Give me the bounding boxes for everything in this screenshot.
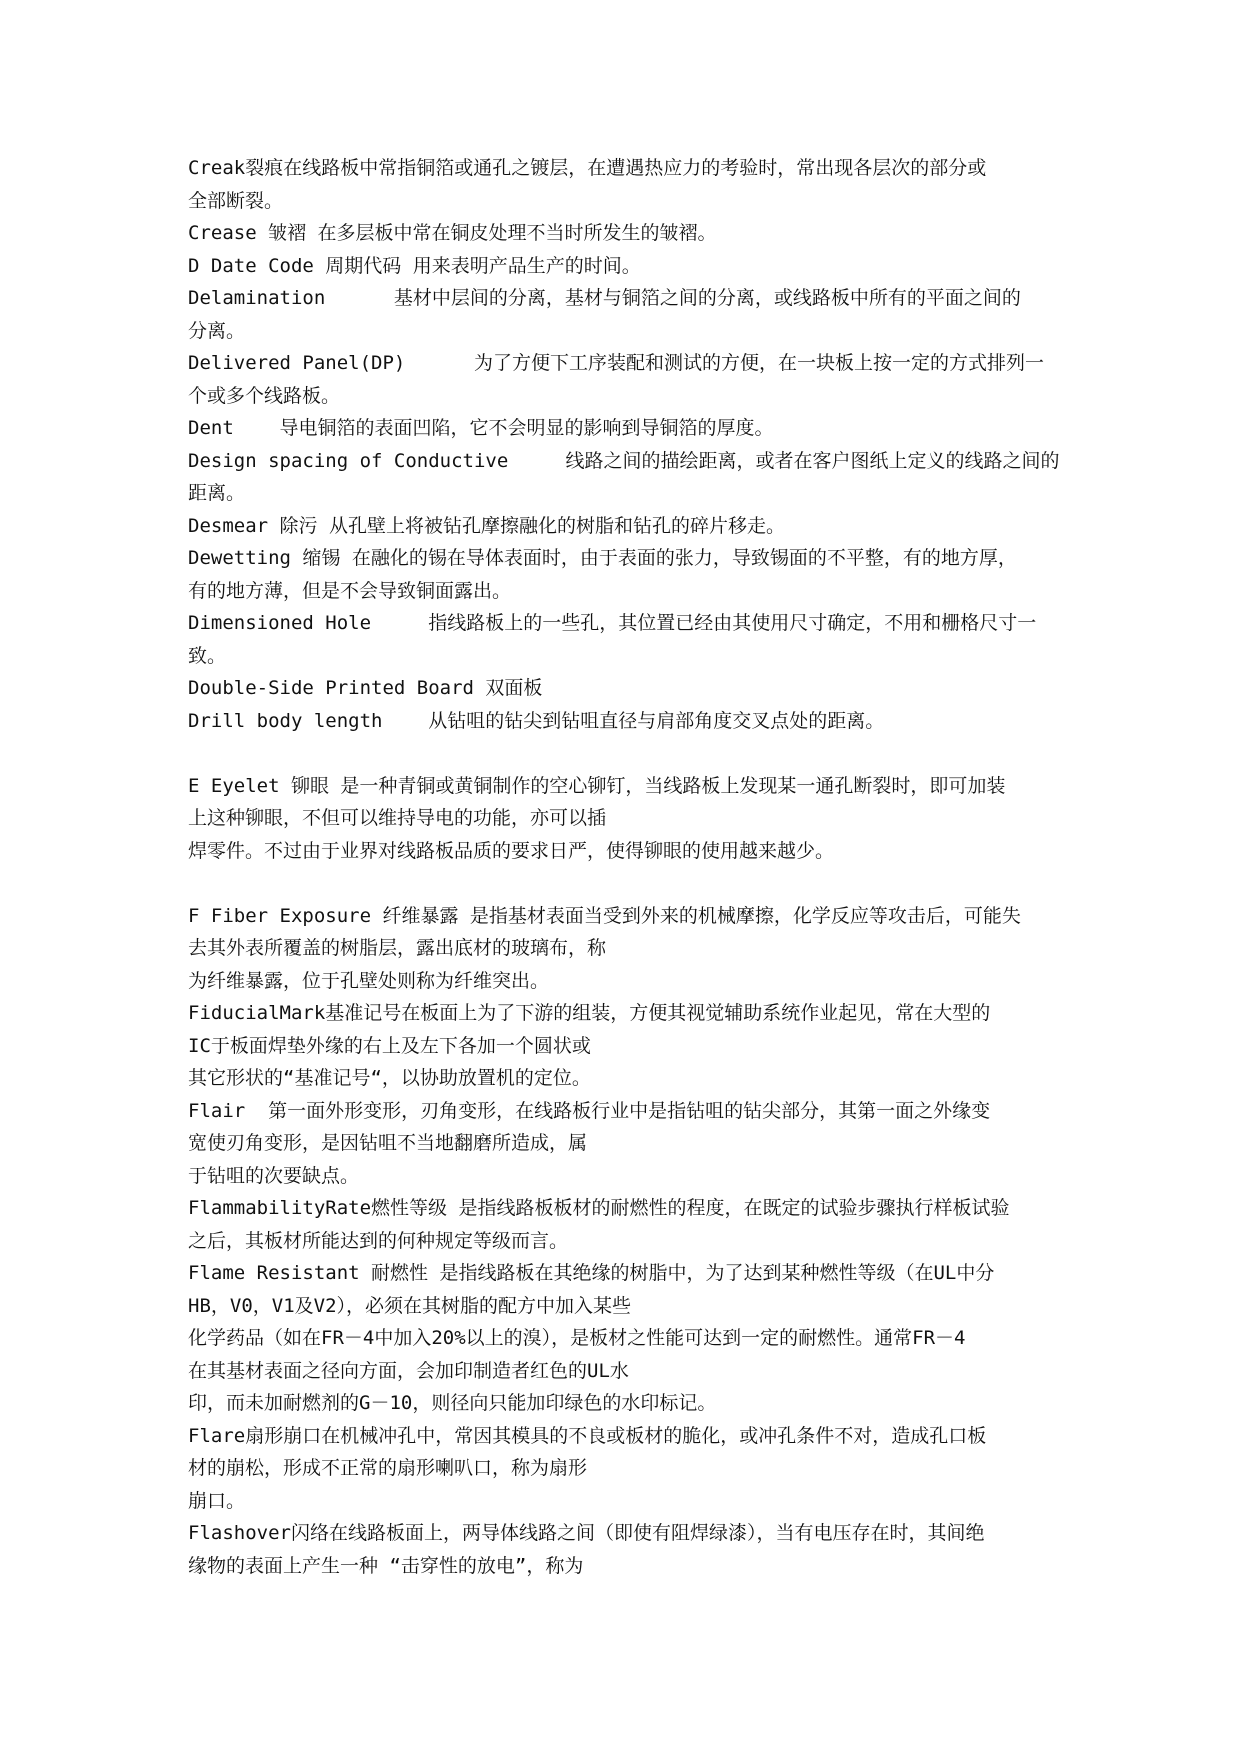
text-line: Desmear 除污 从孔壁上将被钻孔摩擦融化的树脂和钻孔的碎片移走。 [188,514,785,537]
text-line: Flair 第一面外形变形，刃角变形，在线路板行业中是指钻咀的钻尖部分，其第一面之外缘变 [188,1099,991,1122]
text-line: 其它形状的“基准记号“，以协助放置机的定位。 [188,1067,591,1089]
text-line: 材的崩松，形成不正常的扇形喇叭口，称为扇形 [188,1457,588,1479]
text-line: Dewetting 缩锡 在融化的锡在导体表面时，由于表面的张力，导致锡面的不平整，有的地方厚， [188,547,1017,569]
text-line: 缘物的表面上产生一种 “击穿性的放电”，称为 [188,1554,584,1577]
text-line: E Eyelet 铆眼 是一种青铜或黄铜制作的空心铆钉，当线路板上发现某一通孔断裂时，即可加装 [188,774,1006,797]
text-line: 分离。 [188,319,246,342]
text-line: 上这种铆眼，不但可以维持导电的功能，亦可以插 [188,807,607,829]
text-line: Delivered Panel(DP) 为了方便下工序装配和测试的方便，在一块板上按一定的方式排列一 [188,352,1044,374]
text-line: Creak裂痕在线路板中常指铜箔或通孔之镀层，在遭遇热应力的考验时，常出现各层次的部分或 [188,157,987,179]
document-page [188,152,1068,1582]
text-line: FiducialMark基准记号在板面上为了下游的组装，方便其视觉辅助系统作业起见，常在大型的 [188,1002,991,1024]
text-line: FlammabilityRate燃性等级 是指线路板板材的耐燃性的程度，在既定的试验步骤执行样板试验 [188,1197,1010,1219]
blank-line [188,867,1068,900]
text-line: 于钻咀的次要缺点。 [188,1164,360,1187]
text-line: 去其外表所覆盖的树脂层，露出底材的玻璃布，称 [188,937,607,959]
text-line: 全部断裂。 [188,189,284,212]
text-line: 崩口。 [188,1489,246,1512]
text-line: D Date Code 周期代码 用来表明产品生产的时间。 [188,254,641,277]
text-line: Flashover闪络在线路板面上，两导体线路之间（即使有阻焊绿漆），当有电压存在时，其间绝 [188,1522,985,1544]
text-line: Flame Resistant 耐燃性 是指线路板在其绝缘的树脂中，为了达到某种燃性等级（在UL中分 [188,1262,995,1284]
text-line: Delamination 基材中层间的分离，基材与铜箔之间的分离，或线路板中所有的平面之间的 [188,287,1021,309]
text-line: 距离。 [188,482,246,504]
text-line: Crease 皱褶 在多层板中常在铜皮处理不当时所发生的皱褶。 [188,222,717,244]
text-line: Double-Side Printed Board 双面板 [188,677,543,699]
text-line: Dimensioned Hole 指线路板上的一些孔，其位置已经由其使用尺寸确定，不用和栅格尺寸一 [188,612,1037,634]
text-line: 焊零件。不过由于业界对线路板品质的要求日严，使得铆眼的使用越来越少。 [188,839,835,862]
blank-line [188,737,1068,770]
text-line: 为纤维暴露，位于孔壁处则称为纤维突出。 [188,969,550,992]
text-line: 之后，其板材所能达到的何种规定等级而言。 [188,1229,569,1252]
text-line: IC于板面焊垫外缘的右上及左下各加一个圆状或 [188,1034,591,1057]
text-line: 有的地方薄，但是不会导致铜面露出。 [188,579,512,602]
text-line: Drill body length 从钻咀的钻尖到钻咀直径与肩部角度交叉点处的距离。 [188,709,885,732]
text-line: 个或多个线路板。 [188,384,341,407]
text-line: Dent 导电铜箔的表面凹陷，它不会明显的影响到导铜箔的厚度。 [188,417,774,439]
text-line: F Fiber Exposure 纤维暴露 是指基材表面当受到外来的机械摩擦，化学反应等攻击后，可能失 [188,904,1021,927]
text-line: 致。 [188,644,227,667]
text-line: 印，而未加耐燃剂的G－10，则径向只能加印绿色的水印标记。 [188,1392,717,1414]
text-line: 化学药品（如在FR－4中加入20%以上的溴），是板材之性能可达到一定的耐燃性。通常FR－4 [188,1327,966,1349]
text-line: Design spacing of Conductive 线路之间的描绘距离，或者在客户图纸上定义的线路之间的 [188,449,1060,472]
text-line: HB，V0，V1及V2），必须在其树脂的配方中加入某些 [188,1294,632,1317]
text-line: Flare扇形崩口在机械冲孔中，常因其模具的不良或板材的脆化，或冲孔条件不对，造成孔口板 [188,1424,987,1447]
text-line: 在其基材表面之径向方面，会加印制造者红色的UL水 [188,1359,629,1382]
text-line: 宽使刃角变形，是因钻咀不当地翻磨所造成，属 [188,1132,588,1154]
